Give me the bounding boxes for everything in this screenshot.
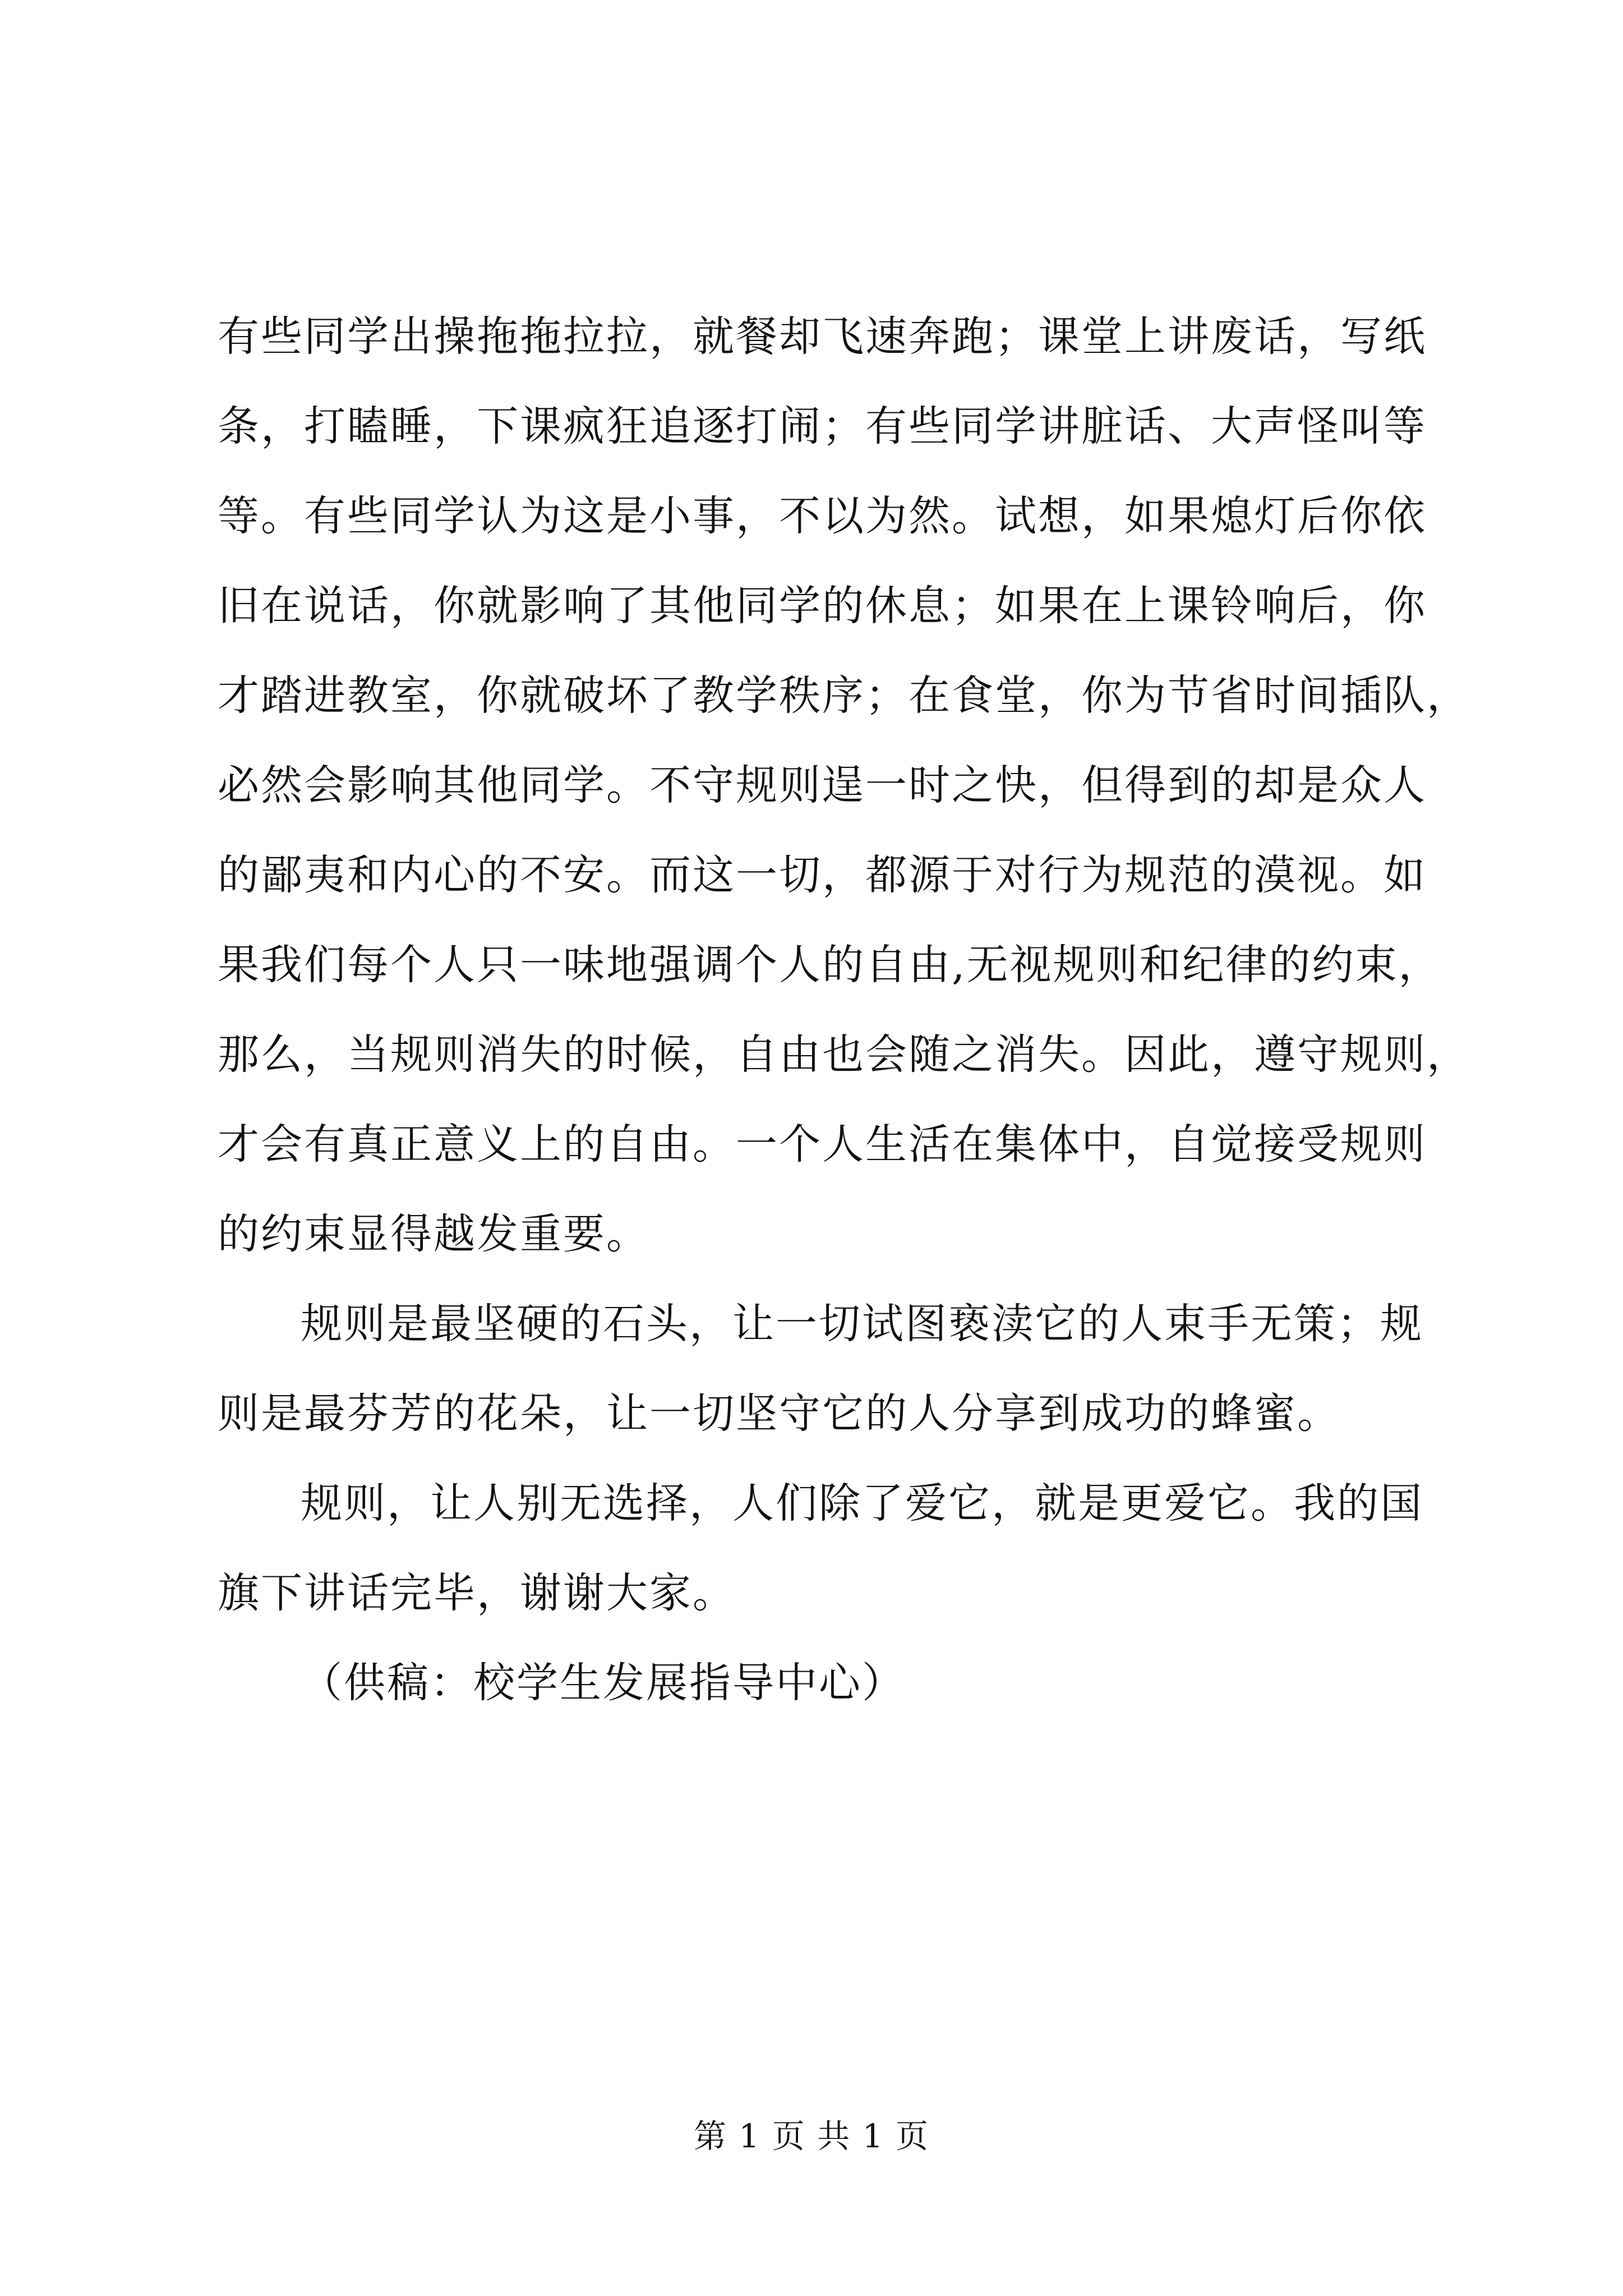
body-line-3: 等。有些同学认为这是小事，不以为然。试想，如果熄灯后你依 bbox=[218, 492, 1427, 540]
speech-body bbox=[218, 292, 1470, 1728]
body-line-1: 有些同学出操拖拖拉拉，就餐却飞速奔跑；课堂上讲废话，写纸 bbox=[218, 312, 1427, 361]
body-line-12: 规则是最坚硬的石头，让一切试图亵渎它的人束手无策；规 bbox=[301, 1300, 1423, 1348]
body-line-15: 旗下讲话完毕，谢谢大家。 bbox=[218, 1569, 736, 1617]
body-line-11: 的约束显得越发重要。 bbox=[218, 1210, 649, 1258]
body-line-9: 那么，当规则消失的时候，自由也会随之消失。因此，遵守规则， bbox=[218, 1030, 1470, 1079]
body-line-4: 旧在说话，你就影响了其他同学的休息；如果在上课铃响后，你 bbox=[218, 582, 1427, 630]
body-line-7: 的鄙夷和内心的不安。而这一切，都源于对行为规范的漠视。如 bbox=[218, 851, 1427, 899]
body-line-5: 才踏进教室，你就破坏了教学秩序；在食堂，你为节省时间插队， bbox=[218, 671, 1470, 720]
body-line-14: 规则，让人别无选择，人们除了爱它，就是更爱它。我的国 bbox=[301, 1479, 1423, 1527]
page-number-footer: 第 1 页 共 1 页 bbox=[694, 2117, 929, 2155]
body-line-8: 果我们每个人只一味地强调个人的自由,无视规则和纪律的约束， bbox=[218, 941, 1442, 989]
contributor-credit: （供稿：校学生发展指导中心） bbox=[301, 1659, 905, 1707]
body-line-6: 必然会影响其他同学。不守规则逞一时之快，但得到的却是众人 bbox=[218, 761, 1427, 809]
body-line-13: 则是最芬芳的花朵，让一切坚守它的人分享到成功的蜂蜜。 bbox=[218, 1389, 1340, 1438]
body-line-2: 条，打瞌睡，下课疯狂追逐打闹；有些同学讲脏话、大声怪叫等 bbox=[218, 402, 1427, 450]
body-line-10: 才会有真正意义上的自由。一个人生活在集体中，自觉接受规则 bbox=[218, 1120, 1427, 1168]
